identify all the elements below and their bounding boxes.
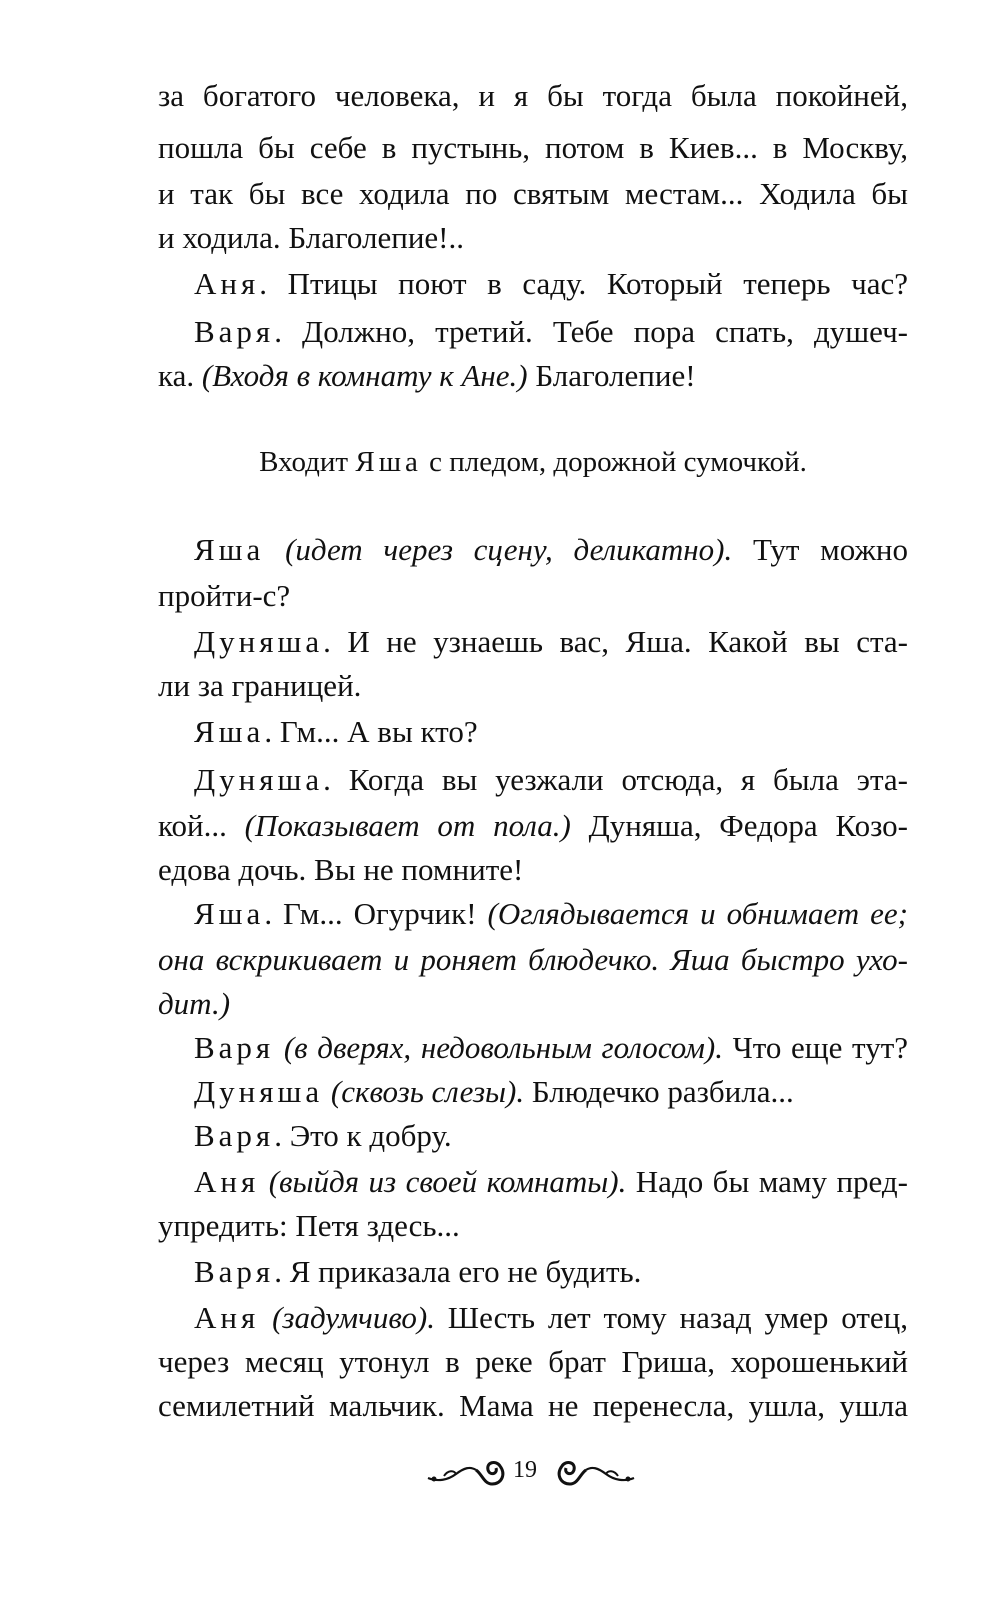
dialogue-line: Варя. Должно, третий. Тебе пора спать, душеч- [194, 314, 908, 349]
dialogue-line: Яша. Гм... А вы кто? [194, 714, 478, 749]
text-line: ли за границей. [158, 668, 362, 703]
dialogue-line: Варя. Это к добру. [194, 1118, 452, 1153]
speaker-name: Варя [194, 1118, 275, 1153]
speaker-name: Дуняша [194, 1074, 324, 1109]
dialogue-line: Варя. Я приказала его не будить. [194, 1254, 642, 1289]
scroll-ornament-right-icon [552, 1452, 636, 1490]
scroll-ornament-left-icon [426, 1452, 510, 1490]
speaker-name: Аня [194, 1164, 260, 1199]
stage-direction: (в дверях, недовольным голосом). [274, 1030, 723, 1065]
text-line [158, 982, 908, 1026]
dialogue-line: Варя (в дверях, недовольным голосом). Что еще тут? [194, 1030, 908, 1065]
dialogue-line: Дуняша (сквозь слезы). Блюдечко разбила... [194, 1074, 794, 1109]
text-line: пошла бы себе в пустынь, потом в Киев... в Москву, [158, 130, 908, 165]
text-line: и ходила. Благолепие!.. [158, 220, 465, 255]
speaker-name: Яша [355, 446, 422, 478]
speaker-name: Варя [194, 1254, 275, 1289]
speaker-name: Дуняша [194, 624, 324, 659]
dialogue-line: Аня (выйдя из своей комнаты). Надо бы маму пред- [194, 1164, 908, 1199]
dialogue-line: Яша (идет через сцену, деликатно). Тут можно [194, 532, 908, 567]
stage-direction-line: Входит Яша с пледом, дорожной сумочкой. [259, 446, 807, 478]
speaker-name: Аня [194, 266, 260, 301]
text-line: пройти-с? [158, 578, 291, 613]
stage-direction: она вскрикивает и роняет блюдечко. Яша быстро ухо- [158, 942, 908, 977]
text-line: за богатого человека, и я бы тогда была покойней, [158, 78, 908, 113]
page-number: 19 [513, 1457, 537, 1483]
speaker-name: Варя [194, 1030, 275, 1065]
stage-direction: (Входя в комнату к Ане.) [201, 358, 528, 393]
text-line: семилетний мальчик. Мама не перенесла, ушла, ушла [158, 1388, 908, 1423]
stage-direction: (выйдя из своей комнаты). [259, 1164, 627, 1199]
dialogue-line: Аня. Птицы поют в саду. Который теперь час? [194, 266, 908, 301]
stage-direction: дит.) [158, 986, 231, 1021]
text-line: через месяц утонул в реке брат Гриша, хорошенький [158, 1344, 908, 1379]
page-footer [0, 1448, 1000, 1498]
stage-direction: (Показывает от пола.) [244, 808, 571, 843]
text-line: едова дочь. Вы не помните! [158, 852, 524, 887]
speaker-name: Варя [194, 314, 275, 349]
speaker-name: Аня [194, 1300, 260, 1335]
text-line: ка. (Входя в комнату к Ане.) Благолепие! [158, 358, 696, 393]
dialogue-line: Яша. Гм... Огурчик! (Оглядывается и обнимает ее; [194, 896, 908, 931]
stage-direction: (идет через сцену, деликатно). [264, 532, 733, 567]
speaker-name: Дуняша [194, 762, 324, 797]
text-line: упредить: Петя здесь... [158, 1208, 460, 1243]
dialogue-line: Аня (задумчиво). Шесть лет тому назад умер отец, [194, 1300, 908, 1335]
stage-direction: (сквозь слезы). [323, 1074, 525, 1109]
text-line: и так бы все ходила по святым местам... Ходила бы [158, 176, 908, 211]
speaker-name: Яша [194, 714, 265, 749]
dialogue-line: Дуняша. Когда вы уезжали отсюда, я была эта- [194, 762, 908, 797]
speaker-name: Яша [194, 896, 265, 931]
stage-direction: (Оглядывается и обнимает ее; [487, 896, 908, 931]
stage-direction: (задумчиво). [259, 1300, 435, 1335]
dialogue-line: Дуняша. И не узнаешь вас, Яша. Какой вы ста- [194, 624, 908, 659]
text-line: кой... (Показывает от пола.) Дуняша, Федора Козо- [158, 808, 908, 843]
text-line [158, 938, 908, 982]
speaker-name: Яша [194, 532, 265, 567]
